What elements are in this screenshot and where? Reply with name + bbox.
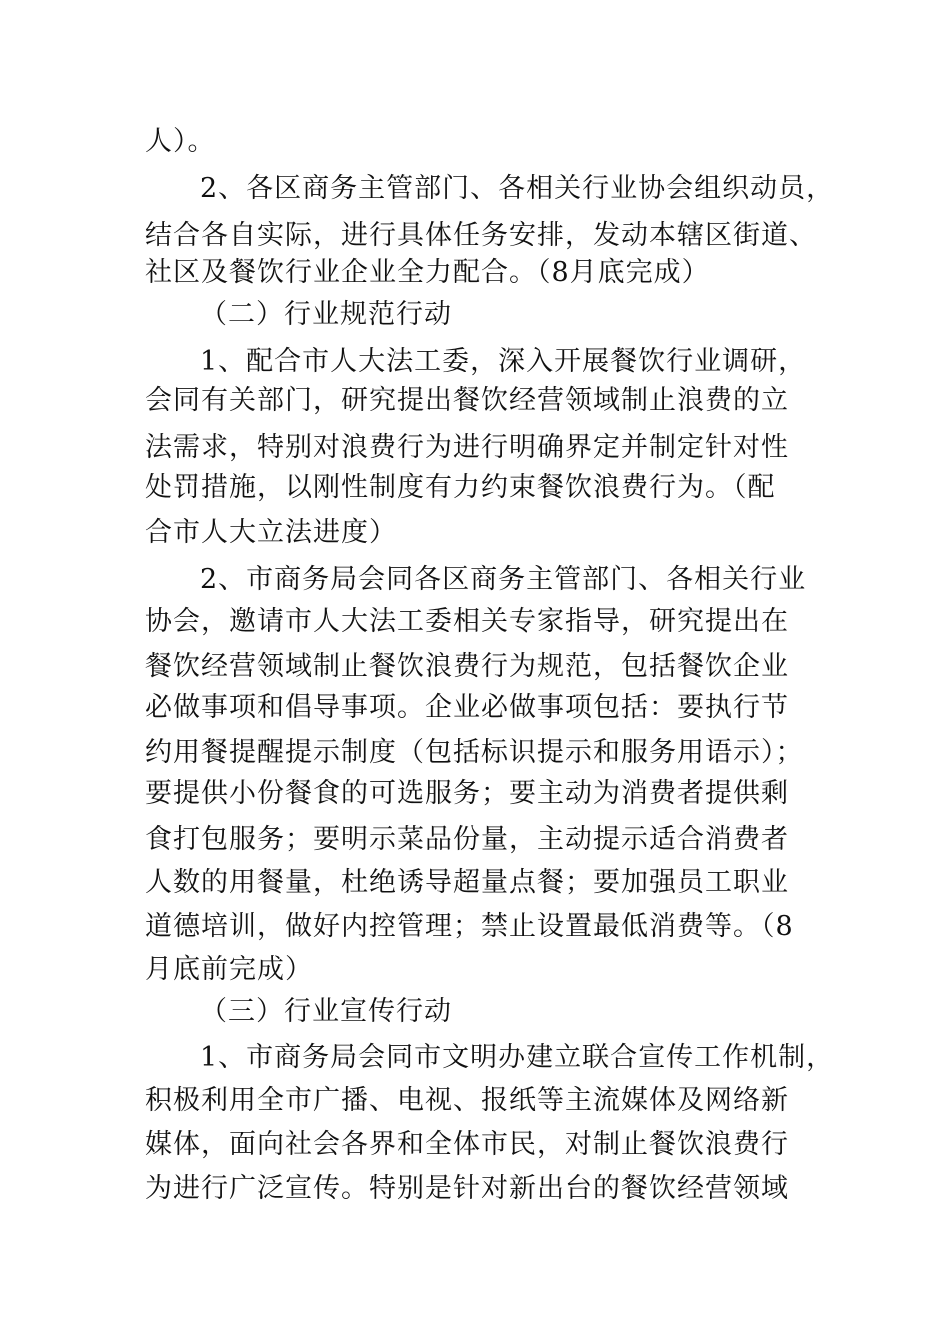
text-line-15: 约用餐提醒提示制度（包括标识提示和服务用语示）； <box>145 737 804 768</box>
text-line-04: 社区及餐饮行业企业全力配合。（8月底完成） <box>145 257 710 288</box>
text-line-24: 媒体，面向社会各界和全体市民，对制止餐饮浪费行 <box>145 1129 789 1160</box>
text-line-09: 处罚措施，以刚性制度有力约束餐饮浪费行为。（配 <box>145 472 776 503</box>
text-line-17: 食打包服务；要明示菜品份量，主动提示适合消费者 <box>145 824 789 855</box>
section-heading-3: （三）行业宣传行动 <box>200 996 452 1027</box>
text-line-12: 协会，邀请市人大法工委相关专家指导，研究提出在 <box>145 606 789 637</box>
text-line-18: 人数的用餐量，杜绝诱导超量点餐；要加强员工职业 <box>145 867 789 898</box>
text-line-07: 会同有关部门，研究提出餐饮经营领域制止浪费的立 <box>145 385 789 416</box>
text-line-06: 1、配合市人大法工委，深入开展餐饮行业调研， <box>200 346 807 377</box>
text-line-14: 必做事项和倡导事项。企业必做事项包括：要执行节 <box>145 692 789 723</box>
text-line-23: 积极利用全市广播、电视、报纸等主流媒体及网络新 <box>145 1085 789 1116</box>
text-line-03: 结合各自实际，进行具体任务安排，发动本辖区街道、 <box>145 220 817 251</box>
text-line-08: 法需求，特别对浪费行为进行明确界定并制定针对性 <box>145 432 789 463</box>
text-line-02: 2、各区商务主管部门、各相关行业协会组织动员， <box>200 173 835 204</box>
text-line-16: 要提供小份餐食的可选服务；要主动为消费者提供剩 <box>145 778 789 809</box>
text-line-10: 合市人大立法进度） <box>145 517 397 548</box>
text-line-25: 为进行广泛宣传。特别是针对新出台的餐饮经营领域 <box>145 1173 789 1204</box>
section-heading-2: （二）行业规范行动 <box>200 299 452 330</box>
text-line-13: 餐饮经营领域制止餐饮浪费行为规范，包括餐饮企业 <box>145 651 789 682</box>
text-line-22: 1、市商务局会同市文明办建立联合宣传工作机制， <box>200 1042 835 1073</box>
text-line-19: 道德培训，做好内控管理；禁止设置最低消费等。（8 <box>145 911 794 942</box>
text-line-20: 月底前完成） <box>145 954 313 985</box>
text-line-01: 人）。 <box>145 126 216 157</box>
text-line-11: 2、市商务局会同各区商务主管部门、各相关行业 <box>200 564 807 595</box>
